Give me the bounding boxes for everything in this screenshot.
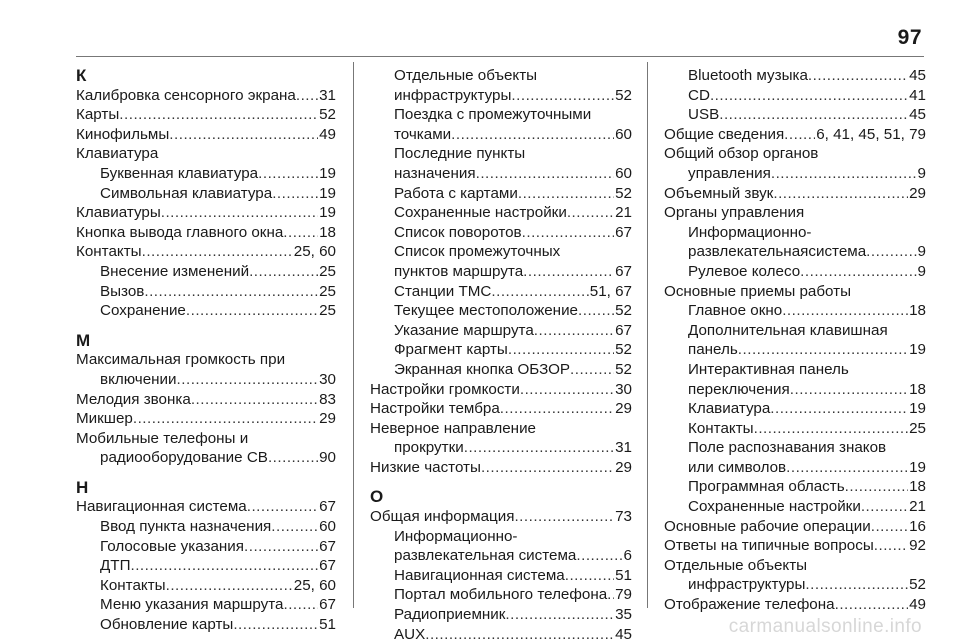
index-entry: [664, 360, 926, 399]
dot-leader: [738, 340, 908, 360]
column-divider-2: [647, 62, 648, 608]
entry-term: Настройки тембра: [370, 400, 500, 418]
dot-leader: [773, 184, 908, 204]
entry-term: управления: [688, 164, 771, 182]
index-entry: [664, 497, 926, 517]
entry-term: Низкие частоты: [370, 458, 481, 476]
entry-pages: 51, 67: [589, 282, 632, 300]
dot-leader: [166, 576, 293, 596]
entry-term: Мелодия звонка: [76, 390, 191, 408]
entry-term: Отображение телефона: [664, 596, 835, 614]
index-entry: [664, 144, 926, 183]
index-entry: [370, 321, 632, 341]
index-entry: [76, 125, 336, 145]
entry-term: пунктов маршрута: [394, 262, 524, 280]
entry-term: Сохраненные настройки: [394, 204, 567, 222]
index-entry: [76, 615, 336, 635]
index-entry: [370, 144, 632, 183]
index-entry: [76, 184, 336, 204]
entry-pages: 51: [319, 616, 336, 634]
dot-leader: [790, 380, 908, 400]
index-entry: [664, 536, 926, 556]
dot-leader: [871, 517, 908, 537]
entry-pages: 16: [909, 517, 926, 535]
index-entry: [76, 223, 336, 243]
entry-term: Клавиатуры: [76, 204, 161, 222]
entry-pages: 52: [319, 106, 336, 124]
index-entry: [370, 625, 632, 644]
entry-term: назначения: [394, 164, 476, 182]
index-entry: [370, 203, 632, 223]
dot-leader: [523, 262, 614, 282]
dot-leader: [233, 615, 318, 635]
entry-term: переключения: [688, 380, 790, 398]
entry-pages: 30: [615, 380, 632, 398]
entry-pages: 67: [319, 498, 336, 516]
entry-pages: 25, 60: [293, 576, 336, 594]
entry-pages: 60: [615, 164, 632, 182]
entry-term: Общая информация: [370, 508, 515, 526]
index-entry: [370, 66, 632, 105]
entry-term: Информационно-: [394, 527, 518, 545]
entry-term: Последние пункты: [394, 145, 526, 163]
dot-leader: [570, 360, 614, 380]
entry-pages: 18: [909, 478, 926, 496]
entry-term: Экранная кнопка ОБЗОР: [394, 360, 571, 378]
dot-leader: [518, 184, 614, 204]
entry-pages: 67: [615, 223, 632, 241]
entry-pages: 19: [909, 400, 926, 418]
dot-leader: [565, 566, 614, 586]
index-entry: [664, 301, 926, 321]
entry-term: Максимальная громкость при: [76, 351, 286, 369]
entry-pages: 21: [909, 498, 926, 516]
entry-term: Навигационная система: [76, 498, 247, 516]
entry-term: Голосовые указания: [100, 537, 245, 555]
dot-leader: [451, 125, 614, 145]
dot-leader: [800, 262, 916, 282]
page-number: 97: [897, 26, 922, 49]
entry-term: Клавиатура: [688, 400, 771, 418]
entry-term: Контакты: [100, 576, 166, 594]
entry-term: Ответы на типичные вопросы: [664, 537, 874, 555]
index-entry: [370, 380, 632, 400]
entry-term: Общие сведения: [664, 125, 785, 143]
index-entry: [370, 105, 632, 144]
entry-term: Кнопка вывода главного окна: [76, 223, 284, 241]
dot-leader: [520, 380, 614, 400]
entry-term: Органы управления: [664, 204, 805, 222]
index-entry: [76, 203, 336, 223]
index-entry: [76, 105, 336, 125]
index-entry: [76, 576, 336, 596]
dot-leader: [186, 301, 318, 321]
entry-term: инфраструктуры: [688, 576, 806, 594]
entry-term: развлекательная система: [394, 547, 577, 565]
dot-leader: [784, 125, 815, 145]
index-entry: [370, 360, 632, 380]
entry-term: Программная область: [688, 478, 845, 496]
entry-term: Кинофильмы: [76, 125, 170, 143]
index-section: [370, 66, 632, 477]
dot-leader: [845, 477, 908, 497]
entry-pages: 52: [615, 341, 632, 359]
index-entry: [664, 556, 926, 595]
entry-term: Рулевое колесо: [688, 262, 801, 280]
index-section: [664, 66, 926, 615]
index-entry: [370, 507, 632, 527]
index-entry: [370, 340, 632, 360]
dot-leader: [296, 86, 318, 106]
entry-pages: 35: [615, 606, 632, 624]
entry-pages: 67: [319, 596, 336, 614]
entry-pages: 45: [615, 625, 632, 643]
entry-term: Ввод пункта назначения: [100, 518, 272, 536]
entry-pages: 45: [909, 106, 926, 124]
entry-pages: 67: [319, 557, 336, 575]
entry-term: Работа с картами: [394, 184, 518, 202]
index-entry: [664, 399, 926, 419]
entry-term: точками: [394, 125, 452, 143]
section-letter: К: [76, 66, 87, 85]
index-entry: [664, 477, 926, 497]
index-entry: [76, 282, 336, 302]
entry-pages: 83: [319, 390, 336, 408]
entry-term: Bluetooth музыка: [688, 67, 808, 84]
entry-term: Карты: [76, 106, 120, 124]
entry-pages: 19: [909, 458, 926, 476]
index-entry: [76, 350, 336, 389]
index-entry: [76, 164, 336, 184]
entry-term: Интерактивная панель: [688, 360, 849, 378]
index-entry: [370, 585, 632, 605]
entry-term: Станции TMC: [394, 282, 492, 300]
entry-term: Вызов: [100, 282, 145, 300]
dot-leader: [425, 625, 614, 644]
dot-leader: [534, 321, 614, 341]
index-column-3: [664, 66, 926, 615]
dot-leader: [508, 340, 614, 360]
dot-leader: [808, 66, 908, 86]
index-entry: [370, 605, 632, 625]
entry-pages: 25: [319, 282, 336, 300]
dot-leader: [142, 242, 293, 262]
section-letter: О: [370, 487, 384, 507]
entry-pages: 19: [319, 204, 336, 222]
entry-pages: 52: [615, 184, 632, 202]
entry-term: Клавиатура: [76, 145, 159, 163]
entry-pages: 67: [319, 537, 336, 555]
dot-leader: [244, 537, 318, 557]
watermark: carmanualsonline.info: [728, 616, 922, 637]
entry-pages: 49: [909, 596, 926, 614]
entry-pages: 6, 41, 45, 51, 79: [816, 125, 926, 143]
index-entry: [664, 595, 926, 615]
entry-term: включении: [100, 370, 177, 388]
dot-leader: [249, 262, 318, 282]
entry-term: прокрутки: [394, 439, 464, 457]
entry-term: Основные приемы работы: [664, 282, 852, 300]
entry-term: Указание маршрута: [394, 321, 534, 339]
index-entry: [370, 419, 632, 458]
index-entry: [76, 301, 336, 321]
dot-leader: [476, 164, 615, 184]
entry-term: Радиоприемник: [394, 606, 506, 624]
index-entry: [370, 399, 632, 419]
section-letter: М: [76, 330, 91, 350]
index-entry: [664, 105, 926, 125]
dot-leader: [500, 399, 614, 419]
entry-pages: 73: [615, 508, 632, 526]
entry-pages: 49: [319, 125, 336, 143]
dot-leader: [247, 497, 318, 517]
index-entry: [76, 144, 336, 164]
entry-pages: 9: [917, 164, 926, 182]
index-entry: [76, 262, 336, 282]
dot-leader: [161, 203, 318, 223]
entry-pages: 6: [623, 547, 632, 565]
dot-leader: [861, 497, 908, 517]
dot-leader: [491, 282, 588, 302]
entry-pages: 29: [615, 458, 632, 476]
entry-pages: 60: [319, 518, 336, 536]
entry-term: Сохранение: [100, 302, 186, 320]
entry-pages: 25, 60: [293, 243, 336, 261]
dot-leader: [786, 458, 908, 478]
entry-pages: 31: [319, 86, 336, 104]
dot-leader: [133, 409, 318, 429]
entry-pages: 18: [909, 302, 926, 320]
entry-pages: 41: [909, 86, 926, 104]
entry-term: Микшер: [76, 410, 133, 428]
entry-pages: 25: [909, 419, 926, 437]
index-entry: [76, 556, 336, 576]
dot-leader: [144, 282, 318, 302]
dot-leader: [271, 517, 318, 537]
entry-term: панель: [688, 341, 738, 359]
entry-term: Информационно-: [688, 223, 812, 241]
dot-leader: [283, 223, 318, 243]
dot-leader: [169, 125, 318, 145]
entry-term: Поездка с промежуточными: [394, 106, 592, 124]
entry-term: Поле распознавания знаков: [688, 439, 887, 457]
index-entry: [76, 390, 336, 410]
index-entry: [664, 184, 926, 204]
entry-term: Отдельные объекты: [394, 67, 538, 84]
dot-leader: [567, 203, 614, 223]
entry-pages: 52: [615, 302, 632, 320]
index-entry: [664, 321, 926, 360]
entry-pages: 25: [319, 262, 336, 280]
dot-leader: [272, 184, 318, 204]
entry-pages: 29: [909, 184, 926, 202]
index-column-1: [76, 66, 336, 635]
entry-term: Объемный звук: [664, 184, 774, 202]
index-entry: [664, 262, 926, 282]
entry-pages: 52: [615, 86, 632, 104]
entry-term: Контакты: [688, 419, 754, 437]
entry-pages: 51: [615, 566, 632, 584]
entry-term: ДТП: [100, 557, 131, 575]
entry-term: Список поворотов: [394, 223, 522, 241]
entry-pages: 67: [615, 321, 632, 339]
dot-leader: [177, 370, 319, 390]
index-section: [370, 487, 632, 644]
entry-term: Текущее местоположение: [394, 302, 578, 320]
dot-leader: [719, 105, 908, 125]
index-entry: [76, 517, 336, 537]
entry-pages: 52: [615, 360, 632, 378]
index-column-2: [370, 66, 632, 644]
entry-term: или символов: [688, 458, 787, 476]
index-entry: [370, 282, 632, 302]
entry-pages: 90: [319, 449, 336, 467]
entry-term: Мобильные телефоны и: [76, 429, 249, 447]
entry-term: Калибровка сенсорного экрана: [76, 86, 296, 104]
index-entry: [370, 527, 632, 566]
entry-pages: 45: [909, 67, 926, 84]
entry-pages: 18: [909, 380, 926, 398]
entry-term: Внесение изменений: [100, 262, 250, 280]
column-divider-1: [353, 62, 354, 608]
index-entry: [76, 86, 336, 106]
dot-leader: [771, 164, 917, 184]
index-entry: [76, 595, 336, 615]
entry-term: Общий обзор органов: [664, 145, 819, 163]
entry-term: Фрагмент карты: [394, 341, 508, 359]
entry-pages: 21: [615, 204, 632, 222]
entry-term: Буквенная клавиатура: [100, 164, 259, 182]
entry-pages: 9: [917, 262, 926, 280]
dot-leader: [522, 223, 614, 243]
entry-term: Меню указания маршрута: [100, 596, 284, 614]
entry-pages: 25: [319, 302, 336, 320]
entry-pages: 30: [319, 370, 336, 388]
entry-term: Настройки громкости: [370, 380, 520, 398]
index-entry: [664, 125, 926, 145]
dot-leader: [119, 105, 318, 125]
entry-term: Навигационная система: [394, 566, 565, 584]
entry-pages: 31: [615, 439, 632, 457]
dot-leader: [835, 595, 909, 615]
entry-term: Сохраненные настройки: [688, 498, 861, 516]
index-entry: [370, 184, 632, 204]
entry-pages: 79: [615, 586, 632, 604]
entry-term: развлекательнаясистема: [688, 243, 867, 261]
entry-term: Контакты: [76, 243, 142, 261]
entry-pages: 92: [909, 537, 926, 555]
index-entry: [664, 517, 926, 537]
index-entry: [370, 223, 632, 243]
dot-leader: [866, 242, 916, 262]
entry-term: радиооборудование СВ: [100, 449, 268, 467]
index-entry: [370, 458, 632, 478]
dot-leader: [754, 419, 908, 439]
entry-term: Отдельные объекты: [664, 556, 808, 574]
entry-term: Дополнительная клавишная: [688, 321, 888, 339]
index-entry: [76, 537, 336, 557]
dot-leader: [464, 438, 614, 458]
entry-pages: 18: [319, 223, 336, 241]
entry-term: Неверное направление: [370, 419, 537, 437]
index-entry: [664, 203, 926, 223]
dot-leader: [268, 448, 318, 468]
dot-leader: [511, 86, 614, 106]
dot-leader: [481, 458, 614, 478]
entry-term: Основные рабочие операции: [664, 517, 871, 535]
entry-term: Главное окно: [688, 302, 783, 320]
dot-leader: [258, 164, 318, 184]
dot-leader: [514, 507, 614, 527]
entry-pages: 52: [909, 576, 926, 594]
entry-term: AUX: [394, 625, 426, 643]
entry-pages: 19: [909, 341, 926, 359]
dot-leader: [782, 301, 908, 321]
index-section: [76, 331, 336, 468]
entry-term: CD: [688, 86, 710, 104]
section-letter: Н: [76, 477, 89, 497]
dot-leader: [874, 536, 908, 556]
index-section: [76, 478, 336, 635]
entry-pages: 29: [615, 400, 632, 418]
dot-leader: [607, 585, 614, 605]
index-entry: [76, 429, 336, 468]
entry-pages: 60: [615, 125, 632, 143]
entry-term: инфраструктуры: [394, 86, 512, 104]
entry-pages: 67: [615, 262, 632, 280]
index-entry: [76, 242, 336, 262]
index-section: [76, 66, 336, 321]
index-entry: [664, 66, 926, 86]
entry-term: Обновление карты: [100, 616, 234, 634]
entry-pages: 19: [319, 184, 336, 202]
dot-leader: [505, 605, 614, 625]
dot-leader: [130, 556, 318, 576]
dot-leader: [805, 575, 908, 595]
index-entry: [370, 242, 632, 281]
entry-pages: 29: [319, 410, 336, 428]
index-entry: [664, 438, 926, 477]
index-entry: [76, 409, 336, 429]
index-entry: [76, 497, 336, 517]
dot-leader: [191, 390, 318, 410]
index-entry: [664, 86, 926, 106]
dot-leader: [578, 301, 614, 321]
dot-leader: [770, 399, 908, 419]
index-entry: [664, 223, 926, 262]
dot-leader: [576, 546, 622, 566]
entry-pages: 9: [917, 243, 926, 261]
index-entry: [370, 301, 632, 321]
dot-leader: [710, 86, 908, 106]
index-entry: [664, 419, 926, 439]
header-rule: [76, 56, 924, 57]
entry-term: USB: [688, 106, 720, 124]
index-entry: [664, 282, 926, 302]
entry-pages: 19: [319, 164, 336, 182]
entry-term: Символьная клавиатура: [100, 184, 273, 202]
dot-leader: [283, 595, 318, 615]
entry-term: Портал мобильного телефона: [394, 586, 608, 604]
entry-term: Список промежуточных: [394, 243, 561, 261]
index-entry: [370, 566, 632, 586]
